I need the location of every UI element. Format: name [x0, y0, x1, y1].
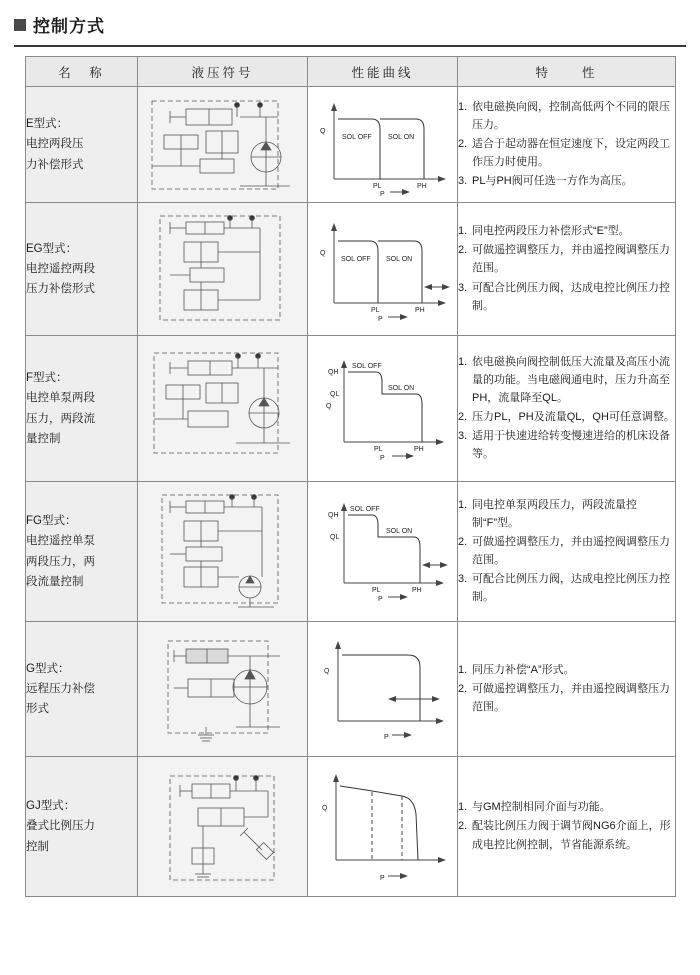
page-title-label: 控制方式: [33, 17, 105, 36]
svg-text:SOL ON: SOL ON: [385, 256, 412, 263]
svg-text:P: P: [377, 316, 383, 323]
list-item: 1. 依电磁换向阀控制低压大流量及高压小流量的功能。当电磁阀通电时，压力升高至PH，流量降至QL。: [458, 355, 670, 404]
table-row: [26, 622, 676, 757]
list-item: 2. 压力PL，PH及流量QL，QH可任意调整。: [458, 411, 675, 423]
row-name-line: F型式：: [26, 372, 68, 385]
row-name-line: EG型式：: [26, 242, 78, 255]
svg-text:SOL OFF: SOL OFF: [340, 256, 371, 263]
header-name: 名 称: [26, 57, 138, 87]
hydraulic-symbol-fg: [138, 482, 308, 622]
row-name-line: 形式: [26, 703, 49, 716]
table-header-row: [26, 57, 676, 87]
list-item: 3. 可配合比例压力阀，达成电控比例压力控制。: [458, 281, 670, 312]
list-item: 2. 适合于起动器在恒定速度下，设定两段工作压力时使用。: [458, 137, 670, 169]
list-item: 2. 可做遥控调整压力，并由遥控阀调整压力范围。: [458, 535, 670, 566]
row-name-line: G型式：: [26, 662, 70, 675]
svg-text:PL: PL: [370, 307, 380, 314]
performance-curve-eg: [308, 203, 458, 336]
row-name-f: [26, 336, 138, 482]
characteristics-eg: [458, 203, 676, 336]
characteristics-fg: [458, 482, 676, 622]
list-item: 2. 可做遥控调整压力，并由遥控阀调整压力范围。: [458, 244, 670, 275]
page-title: [0, 0, 700, 43]
row-name-e: [26, 87, 138, 203]
svg-text:PL: PL: [372, 182, 382, 190]
table-row: [26, 203, 676, 336]
row-name-line: 电控遥控单泵: [26, 535, 95, 548]
svg-text:Q: Q: [319, 127, 325, 135]
svg-text:P: P: [379, 190, 385, 197]
svg-text:PH: PH: [413, 445, 424, 453]
header-symbol: 液压符号: [138, 57, 308, 87]
svg-text:SOL ON: SOL ON: [385, 527, 412, 535]
table-row: [26, 336, 676, 482]
performance-curve-gj: [308, 757, 458, 897]
svg-text:QL: QL: [329, 533, 339, 541]
table-row: [26, 87, 676, 203]
svg-text:Q: Q: [319, 250, 325, 257]
svg-text:SOL OFF: SOL OFF: [341, 133, 372, 141]
row-name-line: 控制: [26, 840, 49, 853]
hydraulic-symbol-e: [138, 87, 308, 203]
svg-text:P: P: [383, 734, 389, 741]
row-name-line: GJ型式：: [26, 800, 76, 813]
list-item: 3. 适用于快速进给转变慢速进给的机床设备等。: [458, 430, 670, 461]
svg-text:PL: PL: [371, 586, 381, 594]
header-curve: 性能曲线: [308, 57, 458, 87]
svg-text:Q: Q: [325, 402, 331, 410]
row-name-line: 远程压力补偿: [26, 682, 95, 695]
row-name-fg: [26, 482, 138, 622]
list-item: 1. 依电磁换向阀，控制高低两个不同的限压压力。: [458, 100, 670, 131]
hydraulic-symbol-g: [138, 622, 308, 757]
list-item: 3. PL与PH阀可任选一方作为高压。: [458, 175, 633, 188]
list-item: 1. 与GM控制相同介面与功能。: [458, 801, 611, 814]
svg-text:PH: PH: [416, 182, 427, 190]
row-name-line: 电控两段压: [26, 138, 84, 151]
svg-text:QH: QH: [327, 368, 338, 376]
svg-text:SOL OFF: SOL OFF: [349, 505, 380, 513]
table-row: [26, 757, 676, 897]
row-name-line: 叠式比例压力: [26, 820, 95, 833]
list-item: 2. 可做遥控调整压力，并由遥控阀调整压力范围。: [458, 682, 670, 714]
title-divider: [14, 45, 686, 47]
row-name-line: 量控制: [26, 432, 61, 445]
list-item: 1. 同电控两段压力补偿形式“E”型。: [458, 225, 630, 238]
row-name-eg: [26, 203, 138, 336]
characteristics-g: [458, 622, 676, 757]
title-marker-icon: [14, 19, 26, 31]
table-row: [26, 482, 676, 622]
list-item: 1. 同电控单泵两段压力，两段流量控制“F”型。: [458, 498, 637, 529]
svg-text:SOL OFF: SOL OFF: [351, 362, 382, 370]
svg-text:Q: Q: [323, 668, 329, 675]
row-name-line: 电控单泵两段: [26, 392, 95, 405]
svg-text:PL: PL: [373, 445, 383, 453]
row-name-line: 两段压力，两: [26, 555, 95, 568]
svg-text:PH: PH: [414, 307, 425, 314]
svg-text:PH: PH: [411, 586, 422, 594]
header-characteristic: 特 性: [458, 57, 676, 87]
performance-curve-g: [308, 622, 458, 757]
svg-text:Q: Q: [321, 804, 327, 812]
svg-text:QL: QL: [329, 390, 339, 398]
svg-text:P: P: [379, 874, 385, 882]
svg-text:SOL ON: SOL ON: [387, 384, 414, 392]
svg-text:QH: QH: [327, 511, 338, 519]
hydraulic-symbol-f: [138, 336, 308, 482]
svg-text:P: P: [377, 595, 383, 603]
row-name-g: [26, 622, 138, 757]
row-name-line: E型式：: [26, 118, 69, 131]
row-name-line: 压力补偿形式: [26, 283, 95, 296]
row-name-line: 段流量控制: [26, 575, 84, 588]
characteristics-e: [458, 87, 676, 203]
row-name-gj: [26, 757, 138, 897]
row-name-line: 电控遥控两段: [26, 262, 95, 275]
svg-text:P: P: [379, 454, 385, 462]
performance-curve-e: [308, 87, 458, 203]
list-item: 3. 可配合比例压力阀，达成电控比例压力控制。: [458, 573, 670, 604]
control-type-table: [25, 56, 676, 897]
performance-curve-f: [308, 336, 458, 482]
performance-curve-fg: [308, 482, 458, 622]
row-name-line: FG型式：: [26, 515, 77, 528]
row-name-line: 力补偿形式: [26, 158, 84, 171]
characteristics-gj: [458, 757, 676, 897]
hydraulic-symbol-gj: [138, 757, 308, 897]
list-item: 1. 同压力补偿“A”形式。: [458, 663, 575, 676]
hydraulic-symbol-eg: [138, 203, 308, 336]
characteristics-f: [458, 336, 676, 482]
row-name-line: 压力，两段流: [26, 412, 95, 425]
list-item: 2. 配装比例压力阀于调节阀NG6介面上，形成电控比例控制，节省能源系统。: [458, 820, 671, 851]
svg-text:SOL ON: SOL ON: [387, 133, 414, 141]
